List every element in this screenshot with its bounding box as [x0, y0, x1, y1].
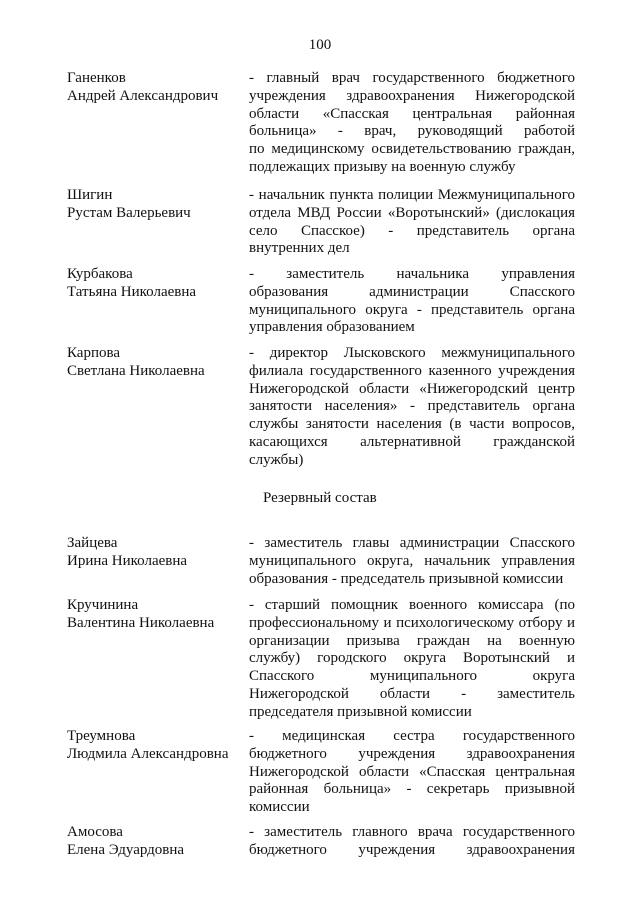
member-role	[249, 535, 575, 588]
role-line: образования - председатель призывной комиссии	[249, 570, 564, 587]
role-line: внутренних дел	[249, 240, 350, 257]
role-line: учреждения здравоохранения Нижегородской	[249, 87, 575, 104]
member-surname: Кручинина	[67, 597, 139, 613]
role-line: подлежащих призыву на военную службу	[249, 158, 516, 175]
member-surname: Курбакова	[67, 266, 133, 282]
member-surname: Амосова	[67, 824, 123, 840]
member-role	[249, 187, 575, 258]
member-role	[249, 597, 575, 722]
role-line: бюджетного учреждения здравоохранения	[249, 745, 575, 762]
role-line: больница» - врач, руководящий работой	[249, 123, 575, 140]
role-line: управления образованием	[249, 319, 415, 336]
role-line: - старший помощник военного комиссара (по	[249, 597, 575, 613]
member-surname: Зайцева	[67, 535, 118, 551]
role-line: муниципального округа, начальник управления	[249, 552, 575, 569]
member-name	[67, 728, 242, 764]
role-line: отдела МВД России «Воротынский» (дислокация	[249, 204, 575, 221]
member-role	[249, 70, 575, 177]
role-line: Спасского муниципального округа	[249, 668, 575, 685]
role-line: - медицинская сестра государственного	[249, 728, 575, 744]
member-role	[249, 824, 575, 860]
member-surname: Ганенков	[67, 70, 126, 86]
member-role	[249, 728, 575, 817]
page-number: 100	[308, 37, 332, 53]
role-line: - заместитель главы администрации Спасского	[249, 535, 575, 551]
member-surname: Карпова	[67, 345, 121, 361]
role-line: - начальник пункта полиции Межмуниципального	[249, 187, 575, 203]
member-name	[67, 597, 242, 633]
member-name	[67, 266, 242, 302]
role-line: службы занятости населения (в части вопросов,	[249, 416, 575, 433]
role-line: образования администрации Спасского	[249, 283, 575, 300]
role-line: области «Спасская центральная районная	[249, 105, 575, 122]
role-line: занятости населения» - представитель органа	[249, 398, 575, 415]
member-given-names: Ирина Николаевна	[67, 552, 188, 569]
role-line: село Спасское) - представитель органа	[249, 222, 575, 239]
role-line: - заместитель главного врача государственного	[249, 824, 575, 840]
member-name	[67, 70, 242, 106]
member-name	[67, 535, 242, 571]
role-line: председателя призывной комиссии	[249, 703, 472, 720]
member-given-names: Елена Эдуардовна	[67, 841, 185, 858]
member-given-names: Валентина Николаевна	[67, 614, 215, 631]
role-line: службу) городского округа Воротынский и	[249, 650, 575, 667]
role-line: касающихся альтернативной гражданской	[249, 433, 575, 450]
member-given-names: Людмила Александровна	[67, 745, 229, 762]
member-role	[249, 266, 575, 337]
role-line: бюджетного учреждения здравоохранения	[249, 841, 575, 858]
role-line: - директор Лысковского межмуниципального	[249, 345, 575, 361]
member-name	[67, 345, 242, 381]
role-line: службы)	[249, 451, 304, 468]
role-line: - главный врач государственного бюджетного	[249, 70, 575, 86]
role-line: Нижегородской области «Спасская центральная	[249, 763, 575, 780]
member-surname: Треумнова	[67, 728, 136, 744]
member-given-names: Светлана Николаевна	[67, 362, 205, 379]
reserve-section-heading: Резервный состав	[263, 490, 377, 506]
role-line: филиала государственного казенного учреждения	[249, 362, 575, 379]
role-line: Нижегородской области - заместитель	[249, 685, 575, 702]
role-line: по медицинскому освидетельствованию граждан,	[249, 141, 575, 158]
member-given-names: Андрей Александрович	[67, 87, 219, 104]
role-line: комиссии	[249, 799, 310, 816]
role-line: профессиональному и психологическому отбору и	[249, 614, 575, 631]
member-name	[67, 824, 242, 860]
member-role	[249, 345, 575, 470]
member-surname: Шигин	[67, 187, 113, 203]
member-given-names: Татьяна Николаевна	[67, 283, 197, 300]
role-line: Нижегородской области «Нижегородский центр	[249, 380, 575, 397]
role-line: - заместитель начальника управления	[249, 266, 575, 282]
member-name	[67, 187, 242, 223]
role-line: организации призыва граждан на военную	[249, 632, 575, 649]
role-line: муниципального округа - представитель органа	[249, 301, 575, 318]
role-line: районная больница» - секретарь призывной	[249, 781, 575, 798]
member-given-names: Рустам Валерьевич	[67, 204, 191, 221]
